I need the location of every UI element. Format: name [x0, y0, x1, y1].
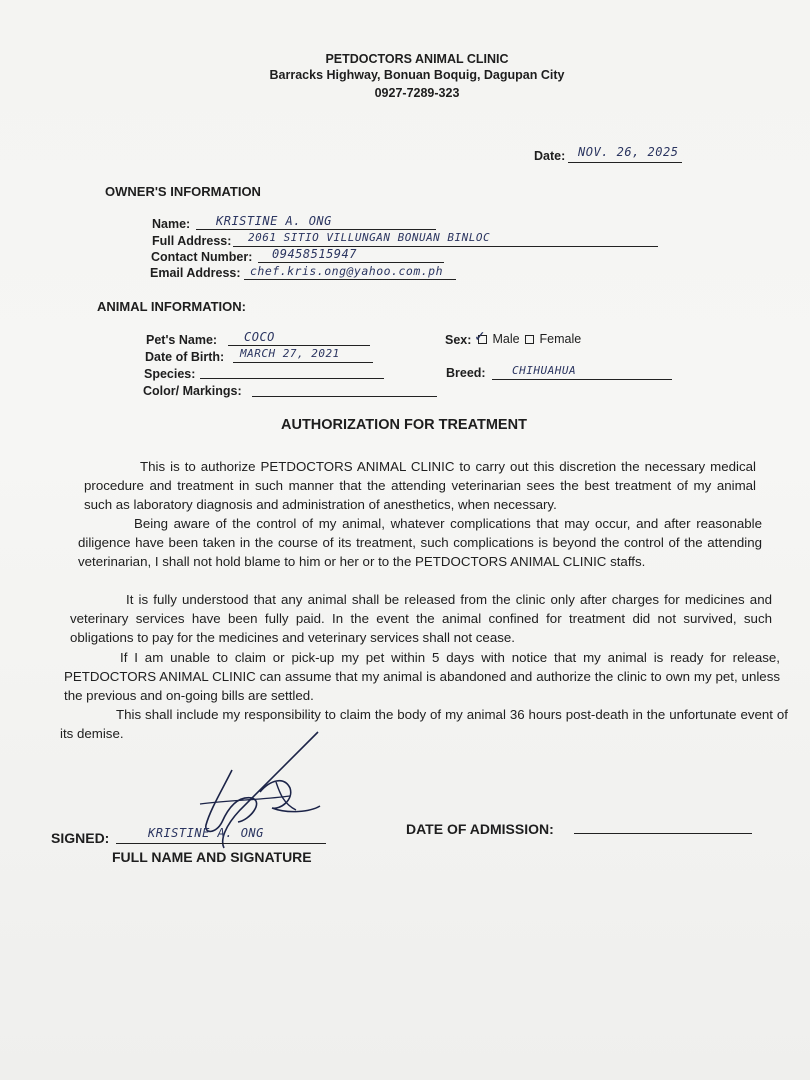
- owner-email-line: [244, 279, 456, 280]
- color-label: Color/ Markings:: [143, 384, 242, 398]
- owner-contact-label: Contact Number:: [151, 250, 253, 264]
- date-value: NOV. 26, 2025: [578, 145, 679, 159]
- paragraph-text: This shall include my responsibility to claim the body of my animal 36 hours post-death in the unfortunate event of its demise.: [60, 707, 788, 742]
- sex-female-label: Female: [539, 332, 582, 346]
- authorization-paragraph-1: [84, 457, 756, 515]
- date-line: [568, 162, 682, 163]
- paragraph-text: This is to authorize PETDOCTORS ANIMAL CLINIC to carry out this discretion the necessary medical procedure and treatment in such manner that the attending veterinarian sees the best treatment of my animal such as laboratory diagnosis and administration of anesthetics, when necessary.: [84, 459, 756, 513]
- authorization-paragraph-3: [70, 590, 772, 648]
- color-line: [252, 396, 437, 397]
- paragraph-text: It is fully understood that any animal shall be released from the clinic only after charges for medicines and veterinary services have been fully paid. In the event the animal confined for treatment did not survived, such obligations to pay for the medicines and veterinary services shall not cease.: [70, 592, 772, 646]
- owner-email-value: chef.kris.ong@yahoo.com.ph: [250, 264, 444, 278]
- admission-date-label: DATE OF ADMISSION:: [406, 821, 554, 837]
- animal-section-title: ANIMAL INFORMATION:: [97, 299, 246, 314]
- authorization-title: AUTHORIZATION FOR TREATMENT: [281, 417, 527, 433]
- authorization-paragraph-5: [60, 705, 788, 743]
- owner-name-label: Name:: [152, 217, 191, 231]
- dob-label: Date of Birth:: [145, 350, 225, 364]
- owner-name-line: [196, 229, 436, 230]
- sex-options: [474, 328, 582, 346]
- pet-name-value: COCO: [244, 330, 275, 344]
- paragraph-text: Being aware of the control of my animal, whatever complications that may occur, and after reasonable diligence have been taken in the course of its treatment, such complications is beyond the control of the attending veterinarian, I shall not hold blame to him or her or to the PETDOCTORS ANIMAL CLINIC staffs.: [78, 516, 762, 570]
- species-line: [200, 378, 384, 379]
- sex-label: Sex:: [445, 333, 472, 347]
- owner-contact-line: [258, 262, 444, 263]
- admission-date-line: [574, 833, 752, 834]
- clinic-name: PETDOCTORS ANIMAL CLINIC: [325, 52, 509, 66]
- signed-line: [116, 843, 326, 844]
- signed-label: SIGNED:: [51, 830, 110, 846]
- paragraph-text: If I am unable to claim or pick-up my pet within 5 days with notice that my animal is ready for release, PETDOCTORS ANIMAL CLINIC can assume that my animal is abandoned and authorize the clinic to own my pet, unless the previous and on-going bills are settled.: [64, 650, 780, 704]
- owner-name-value: KRISTINE A. ONG: [216, 214, 332, 228]
- checkmark-icon: ✓: [474, 328, 486, 344]
- signature-caption: FULL NAME AND SIGNATURE: [112, 849, 312, 865]
- signed-name: KRISTINE A. ONG: [148, 826, 264, 840]
- breed-value: CHIHUAHUA: [512, 364, 577, 377]
- breed-line: [492, 379, 672, 380]
- dob-value: MARCH 27, 2021: [240, 347, 340, 360]
- sex-male-option[interactable]: [474, 328, 523, 346]
- breed-label: Breed:: [446, 366, 486, 380]
- owner-email-label: Email Address:: [150, 266, 241, 280]
- clinic-phone: 0927-7289-323: [374, 86, 460, 100]
- female-checkbox[interactable]: [525, 335, 534, 344]
- sex-male-label: Male: [492, 332, 520, 346]
- owner-contact-value: 09458515947: [272, 247, 357, 261]
- pet-name-line: [228, 345, 370, 346]
- sex-female-option[interactable]: [523, 332, 581, 346]
- clinic-address: Barracks Highway, Bonuan Boquig, Dagupan City: [269, 68, 565, 82]
- owner-address-value: 2061 SITIO VILLUNGAN BONUAN BINLOC: [248, 231, 491, 244]
- date-label: Date:: [534, 149, 566, 163]
- authorization-paragraph-2: [78, 514, 762, 572]
- pet-name-label: Pet's Name:: [146, 333, 218, 347]
- dob-line: [233, 362, 373, 363]
- owner-address-label: Full Address:: [152, 234, 232, 248]
- authorization-paragraph-4: [64, 648, 780, 706]
- owner-section-title: OWNER'S INFORMATION: [105, 184, 261, 199]
- species-label: Species:: [144, 367, 196, 381]
